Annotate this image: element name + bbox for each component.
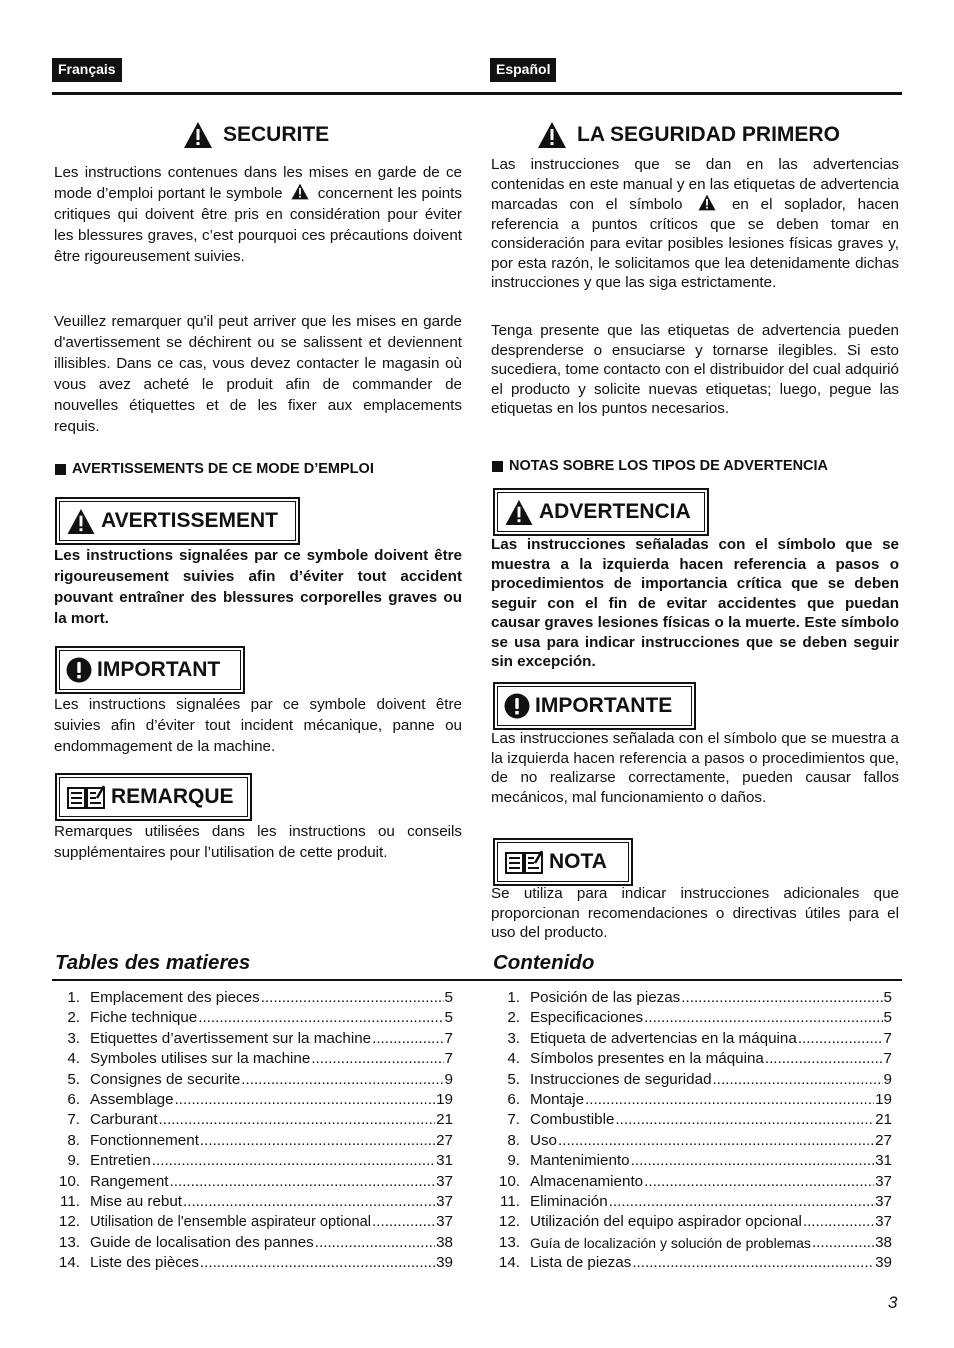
toc-entry-label: Montaje bbox=[530, 1090, 585, 1108]
warning-triangle-icon bbox=[504, 499, 534, 526]
toc-entry-page: 21 bbox=[875, 1111, 892, 1129]
toc-entry-number: 4. bbox=[507, 1050, 520, 1068]
fr-section-title bbox=[183, 121, 329, 149]
fr-warning-label: AVERTISSEMENT bbox=[55, 497, 300, 545]
toc-entry-number: 9. bbox=[67, 1152, 80, 1170]
toc-entry-number: 10. bbox=[498, 1172, 520, 1190]
toc-entry bbox=[52, 1029, 453, 1049]
toc-entry-number: 14. bbox=[58, 1254, 80, 1272]
toc-leader-dots bbox=[630, 1151, 874, 1171]
toc-entry-page: 31 bbox=[875, 1152, 892, 1170]
toc-entry-number: 1. bbox=[67, 989, 80, 1006]
toc-entry-page: 38 bbox=[436, 1233, 453, 1251]
toc-entry-number: 11. bbox=[500, 1192, 520, 1210]
toc-entry bbox=[52, 988, 453, 1008]
toc-entry bbox=[52, 1049, 453, 1069]
toc-entry bbox=[52, 1233, 453, 1253]
toc-entry-number: 11. bbox=[60, 1192, 80, 1210]
warning-triangle-icon bbox=[183, 121, 213, 149]
toc-entry bbox=[52, 1172, 453, 1192]
toc-leader-dots bbox=[584, 1090, 874, 1110]
es-warning-text: Las instrucciones señaladas con el símbolo que se muestra a la izquierda hacen referencia a pasos o procedimientos de importancia crítica que se deben seguir con el fin de evitar accidentes que puedan causar graves lesiones físicas o la muerte. Este símbolo se usa para indicar instrucciones que se deben seguir sin excepción. bbox=[491, 536, 899, 670]
toc-leader-dots bbox=[811, 1233, 874, 1253]
toc-entry-number: 7. bbox=[507, 1111, 520, 1129]
toc-leader-dots bbox=[199, 1131, 435, 1151]
toc-entry bbox=[492, 1090, 892, 1110]
toc-entry-number: 6. bbox=[507, 1090, 520, 1108]
toc-entry bbox=[492, 988, 892, 1008]
toc-leader-dots bbox=[174, 1090, 436, 1110]
toc-entry-label: Fonctionnement bbox=[90, 1131, 199, 1149]
open-book-icon bbox=[66, 784, 106, 810]
toc-entry-number: 10. bbox=[58, 1172, 80, 1190]
warning-triangle-icon bbox=[537, 121, 567, 149]
toc-entry-label: Consignes de securite bbox=[90, 1070, 241, 1088]
toc-entry bbox=[492, 1172, 892, 1192]
toc-entry bbox=[52, 1090, 453, 1110]
header-rule bbox=[52, 92, 902, 95]
toc-entry-label: Rangement bbox=[90, 1172, 169, 1190]
toc-entry-label: Especificaciones bbox=[530, 1009, 644, 1027]
toc-entry bbox=[492, 1008, 892, 1028]
toc-entry bbox=[492, 1192, 892, 1212]
es-section-title bbox=[537, 121, 840, 149]
toc-entry bbox=[492, 1233, 892, 1253]
toc-entry bbox=[52, 1008, 453, 1028]
fr-note-label: REMARQUE bbox=[55, 773, 252, 821]
toc-entry bbox=[52, 1151, 453, 1171]
toc-entry bbox=[52, 1192, 453, 1212]
toc-entry-number: 6. bbox=[67, 1090, 80, 1108]
toc-leader-dots bbox=[314, 1233, 435, 1253]
toc-entry-label: Symboles utilises sur la machine bbox=[90, 1050, 311, 1068]
toc-entry-page: 9 bbox=[444, 1070, 453, 1088]
toc-entry-label: Assemblage bbox=[90, 1090, 174, 1108]
toc-leader-dots bbox=[797, 1029, 883, 1049]
toc-entry bbox=[52, 1253, 453, 1273]
toc-entry-page: 39 bbox=[875, 1254, 892, 1272]
fr-title-text: SECURITE bbox=[223, 123, 330, 146]
toc-entry-number: 3. bbox=[67, 1029, 80, 1047]
toc-entry-number: 12. bbox=[498, 1213, 520, 1231]
toc-entry-page: 5 bbox=[883, 989, 892, 1006]
lang-tab-spanish: Español bbox=[490, 58, 556, 82]
es-toc-title: Contenido bbox=[493, 951, 595, 974]
toc-entry-label: Guía de localización y solución de problemas bbox=[530, 1234, 811, 1251]
toc-entry bbox=[492, 1131, 892, 1151]
fr-toc-title: Tables des matieres bbox=[55, 951, 251, 974]
fr-important-label: IMPORTANT bbox=[55, 646, 245, 694]
open-book-icon bbox=[504, 849, 544, 875]
exclamation-circle-icon bbox=[504, 693, 530, 719]
toc-entry-label: Fiche technique bbox=[90, 1009, 198, 1027]
toc-rule bbox=[52, 979, 902, 981]
page-number: 3 bbox=[888, 1293, 898, 1312]
toc-leader-dots bbox=[712, 1070, 883, 1090]
es-important-text: Las instrucciones señalada con el símbolo que se muestra a la izquierda hacen referencia a pasos o procedimientos que, de no realizarse correctamente, pueden causar fallos mecánicos, mal funcionamiento o daños. bbox=[491, 730, 899, 806]
fr-warning-text: Les instructions signalées par ce symbole doivent être rigoureusement suivies afin d’éviter tout accident pouvant entraîner des blessures corporelles graves ou la mort. bbox=[54, 547, 462, 627]
toc-entry-number: 12. bbox=[58, 1213, 80, 1231]
toc-entry-label: Guide de localisation des pannes bbox=[90, 1233, 314, 1251]
toc-entry-page: 5 bbox=[444, 989, 453, 1006]
toc-entry bbox=[492, 1151, 892, 1171]
toc-entry-number: 2. bbox=[507, 1009, 520, 1027]
toc-entry-number: 7. bbox=[67, 1111, 80, 1129]
toc-leader-dots bbox=[240, 1070, 443, 1090]
toc-leader-dots bbox=[680, 988, 882, 1008]
es-warning-label: ADVERTENCIA bbox=[493, 488, 709, 536]
toc-entry-number: 14. bbox=[498, 1254, 520, 1272]
toc-entry-page: 37 bbox=[875, 1172, 892, 1190]
toc-entry-number: 5. bbox=[67, 1070, 80, 1088]
es-toc-list bbox=[492, 988, 892, 1273]
toc-leader-dots bbox=[371, 1029, 443, 1049]
toc-entry bbox=[52, 1070, 453, 1090]
toc-entry-page: 38 bbox=[875, 1233, 892, 1251]
toc-leader-dots bbox=[643, 1008, 882, 1028]
toc-entry bbox=[492, 1070, 892, 1090]
toc-entry-page: 19 bbox=[875, 1090, 892, 1108]
toc-entry-label: Combustible bbox=[530, 1111, 615, 1129]
toc-leader-dots bbox=[182, 1192, 435, 1212]
square-bullet-icon bbox=[55, 464, 66, 475]
toc-entry-label: Utilisation de l'ensemble aspirateur optional bbox=[90, 1214, 372, 1231]
fr-subheading: AVERTISSEMENTS DE CE MODE D’EMPLOI bbox=[55, 461, 374, 477]
es-important-label: IMPORTANTE bbox=[493, 682, 696, 730]
toc-entry-label: Etiqueta de advertencias en la máquina bbox=[530, 1029, 797, 1047]
toc-entry-label: Eliminación bbox=[530, 1192, 608, 1210]
toc-entry-number: 8. bbox=[507, 1131, 520, 1149]
toc-leader-dots bbox=[643, 1172, 874, 1192]
toc-entry-page: 19 bbox=[436, 1090, 453, 1108]
toc-leader-dots bbox=[614, 1110, 874, 1130]
toc-leader-dots bbox=[169, 1172, 436, 1192]
toc-entry-page: 31 bbox=[436, 1152, 453, 1170]
toc-leader-dots bbox=[802, 1212, 874, 1232]
toc-entry bbox=[52, 1110, 453, 1130]
toc-leader-dots bbox=[764, 1049, 883, 1069]
fr-toc-list bbox=[52, 988, 453, 1273]
warning-triangle-icon bbox=[697, 194, 717, 211]
toc-entry-label: Instrucciones de seguridad bbox=[530, 1070, 712, 1088]
es-title-text: LA SEGURIDAD PRIMERO bbox=[577, 123, 840, 146]
toc-leader-dots bbox=[151, 1151, 435, 1171]
toc-entry-number: 1. bbox=[507, 989, 520, 1006]
toc-entry-page: 5 bbox=[883, 1009, 892, 1027]
toc-entry-number: 13. bbox=[498, 1233, 520, 1251]
toc-entry-label: Mantenimiento bbox=[530, 1152, 630, 1170]
es-note-label: NOTA bbox=[493, 838, 633, 886]
fr-important-text: Les instructions signalées par ce symbole doivent être suivies afin d’éviter tout incident mécanique, panne ou endommagement de la machine. bbox=[54, 696, 462, 755]
toc-entry-number: 9. bbox=[507, 1152, 520, 1170]
toc-entry-number: 5. bbox=[507, 1070, 520, 1088]
toc-entry-label: Almacenamiento bbox=[530, 1172, 644, 1190]
toc-entry-page: 37 bbox=[875, 1192, 892, 1210]
toc-entry-page: 37 bbox=[875, 1213, 892, 1231]
toc-entry-label: Uso bbox=[530, 1131, 558, 1149]
toc-entry-page: 7 bbox=[883, 1050, 892, 1068]
toc-entry-label: Etiquettes d’avertissement sur la machine bbox=[90, 1029, 372, 1047]
toc-entry-page: 37 bbox=[436, 1172, 453, 1190]
toc-entry-label: Mise au rebut bbox=[90, 1192, 183, 1210]
toc-entry-label: Símbolos presentes en la máquina bbox=[530, 1050, 764, 1068]
exclamation-circle-icon bbox=[66, 657, 92, 683]
toc-leader-dots bbox=[199, 1253, 435, 1273]
toc-entry-page: 7 bbox=[883, 1029, 892, 1047]
toc-leader-dots bbox=[631, 1253, 874, 1273]
toc-entry bbox=[492, 1029, 892, 1049]
toc-leader-dots bbox=[197, 1008, 443, 1028]
toc-entry-label: Posición de las piezas bbox=[530, 989, 681, 1006]
es-subheading: NOTAS SOBRE LOS TIPOS DE ADVERTENCIA bbox=[492, 458, 828, 474]
toc-entry-page: 7 bbox=[444, 1050, 453, 1068]
toc-entry-label: Carburant bbox=[90, 1111, 158, 1129]
toc-entry-page: 39 bbox=[436, 1254, 453, 1272]
toc-leader-dots bbox=[608, 1192, 874, 1212]
toc-leader-dots bbox=[557, 1131, 874, 1151]
toc-entry-page: 27 bbox=[436, 1131, 453, 1149]
toc-entry bbox=[52, 1131, 453, 1151]
toc-entry-page: 37 bbox=[436, 1192, 453, 1210]
toc-leader-dots bbox=[158, 1110, 436, 1130]
toc-entry bbox=[492, 1212, 892, 1232]
toc-leader-dots bbox=[260, 988, 444, 1008]
es-labels-paragraph: Tenga presente que las etiquetas de advertencia pueden desprenderse o ensuciarse y tornarse ilegibles. Si esto sucediera, tome contacto con el distribuidor del cual adquirió el producto y solicite nuevas etiquetas; luego, pegue las etiquetas en los puntos necesarios. bbox=[491, 322, 899, 417]
es-intro-paragraph: Las instrucciones que se dan en las advertencias contenidas en este manual y en las etiquetas de advertencia marcadas con el símbolo en el soplador, hacen referencia a puntos críticos que se deben tomar en consideración para evitar posibles lesiones físicas graves y, por esta razón, le solicitamos que lea detenidamente dichas instrucciones y que las siga estrictamente. bbox=[491, 156, 899, 291]
fr-note-text: Remarques utilisées dans les instructions ou conseils supplémentaires pour l’utilisation de cette produit. bbox=[54, 823, 462, 861]
toc-entry-page: 9 bbox=[883, 1070, 892, 1088]
lang-tab-french: Français bbox=[52, 58, 122, 82]
toc-entry-label: Liste des pièces bbox=[90, 1254, 199, 1272]
toc-entry-label: Entretien bbox=[90, 1152, 151, 1170]
es-note-text: Se utiliza para indicar instrucciones adicionales que proporcionan recomendaciones o directivas útiles para el uso del producto. bbox=[491, 885, 899, 941]
toc-entry-number: 8. bbox=[67, 1131, 80, 1149]
toc-entry-number: 13. bbox=[58, 1233, 80, 1251]
fr-labels-paragraph: Veuillez remarquer qu'il peut arriver que les mises en garde d'avertissement se déchirent ou se salissent et deviennent illisibles. Dans ce cas, vous devez contacter le magasin où vous avez acheté le produit afin de commander de nouvelles étiquettes et de les fixer aux emplacements requis. bbox=[54, 313, 462, 435]
toc-entry bbox=[52, 1212, 453, 1232]
toc-entry-page: 21 bbox=[436, 1111, 453, 1129]
toc-leader-dots bbox=[371, 1212, 435, 1232]
toc-entry-page: 37 bbox=[436, 1213, 453, 1231]
warning-triangle-icon bbox=[290, 183, 310, 200]
fr-intro-paragraph: Les instructions contenues dans les mises en garde de ce mode d’emploi portant le symbole concernent les points critiques qui doivent être pris en considération pour éviter les blessures graves, c’est pourquoi ces précautions doivent être rigoureusement suivies. bbox=[54, 164, 462, 265]
toc-entry-number: 3. bbox=[507, 1029, 520, 1047]
toc-entry-page: 27 bbox=[875, 1131, 892, 1149]
toc-entry-label: Emplacement des pieces bbox=[90, 989, 260, 1006]
toc-entry-label: Utilización del equipo aspirador opcional bbox=[530, 1213, 802, 1231]
toc-entry bbox=[492, 1110, 892, 1130]
toc-entry-page: 7 bbox=[444, 1029, 453, 1047]
toc-entry bbox=[492, 1253, 892, 1273]
warning-triangle-icon bbox=[66, 508, 96, 535]
toc-leader-dots bbox=[310, 1049, 443, 1069]
square-bullet-icon bbox=[492, 461, 503, 472]
toc-entry-number: 2. bbox=[67, 1009, 80, 1027]
toc-entry-label: Lista de piezas bbox=[530, 1254, 632, 1272]
toc-entry-page: 5 bbox=[444, 1009, 453, 1027]
toc-entry-number: 4. bbox=[67, 1050, 80, 1068]
toc-entry bbox=[492, 1049, 892, 1069]
